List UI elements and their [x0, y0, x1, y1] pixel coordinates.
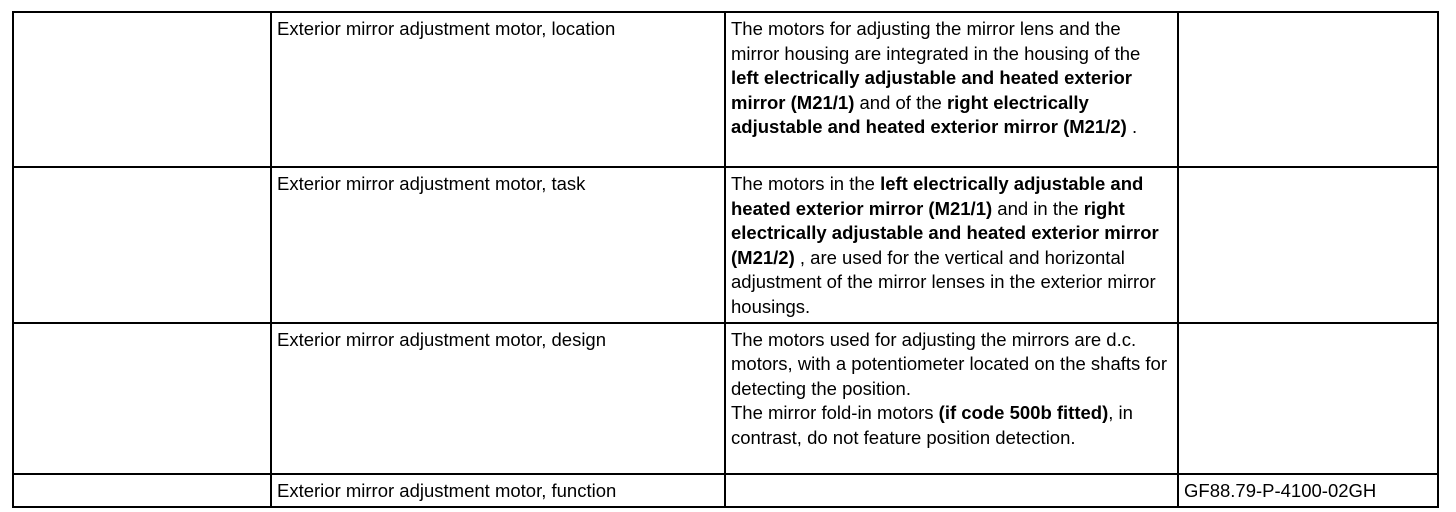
row-empty-cell	[13, 474, 271, 507]
row-reference	[1178, 12, 1438, 167]
desc-text: , in contrast, do not feature position detection.	[731, 402, 1133, 448]
row-description	[725, 167, 1178, 323]
desc-text: The motors for adjusting the mirror lens and the mirror housing are integrated in the housing of the	[731, 18, 1141, 64]
row-title: Exterior mirror adjustment motor, function	[271, 474, 725, 507]
desc-component-right-mirror: right electrically adjustable and heated exterior mirror (M21/2)	[731, 91, 1127, 138]
row-description	[725, 12, 1178, 167]
row-title: Exterior mirror adjustment motor, location	[271, 12, 725, 167]
desc-text: and of the	[854, 91, 947, 113]
desc-component-right-mirror: right electrically adjustable and heated exterior mirror (M21/2)	[731, 197, 1159, 268]
desc-component-left-mirror: left electrically adjustable and heated exterior mirror (M21/1)	[731, 173, 1144, 219]
desc-text: .	[1126, 116, 1138, 138]
table-row	[13, 474, 1438, 507]
row-reference-link[interactable]: GF88.79-P-4100-02GH	[1178, 474, 1438, 507]
row-empty-cell	[13, 167, 271, 323]
table-row	[13, 167, 1438, 323]
table-row	[13, 323, 1438, 474]
desc-text: The motors in the	[731, 173, 881, 194]
document-table	[12, 11, 1439, 508]
row-title: Exterior mirror adjustment motor, design	[271, 323, 725, 474]
row-empty-cell	[13, 12, 271, 167]
row-description	[725, 474, 1178, 507]
row-empty-cell	[13, 323, 271, 474]
desc-text: The mirror fold-in motors	[731, 402, 939, 424]
row-description	[725, 323, 1178, 474]
row-title: Exterior mirror adjustment motor, task	[271, 167, 725, 323]
row-reference	[1178, 323, 1438, 474]
table-row	[13, 12, 1438, 167]
desc-component-left-mirror: left electrically adjustable and heated exterior mirror (M21/1)	[731, 67, 1132, 113]
desc-paragraph: The motors used for adjusting the mirrors are d.c. motors, with a potentiometer located on the shafts for detecting the position.	[731, 328, 1168, 399]
desc-text: and in the	[992, 197, 1084, 219]
row-reference	[1178, 167, 1438, 323]
desc-text: , are used for the vertical and horizontal adjustment of the mirror lenses in the exterior mirror housings.	[731, 246, 1156, 317]
desc-code-condition: (if code 500b fitted)	[938, 402, 1109, 424]
